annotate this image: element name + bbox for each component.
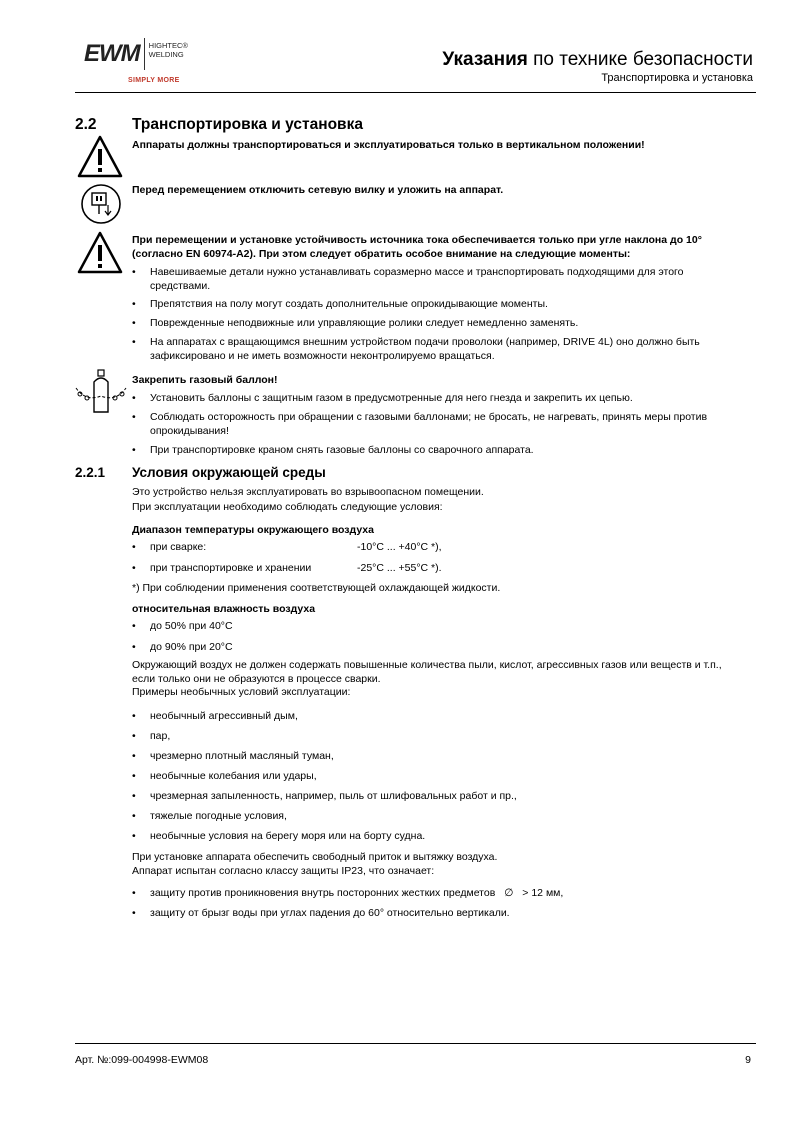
install-line1: При установке аппарата обеспечить свободный приток и вытяжку воздуха.	[132, 851, 498, 863]
air-line1: Окружающий воздух не должен содержать повышенные количества пыли, кислот, агрессивных газов или веществ и т.п.,	[132, 659, 722, 671]
temp-title: Диапазон температуры окружающего воздуха	[132, 524, 374, 536]
list-item: • необычные колебания или удары,	[132, 769, 517, 783]
plug-disconnect-icon	[80, 183, 122, 225]
diameter-icon: ∅	[504, 887, 514, 899]
logo-line2: WELDING	[148, 50, 184, 59]
page-subtitle: Транспортировка и установка	[601, 72, 753, 84]
section-title: Транспортировка и установка	[132, 116, 363, 133]
temp-label: при транспортировке и хранении	[150, 562, 312, 574]
warning-tilt	[132, 233, 702, 261]
list-item: • Соблюдать осторожность при обращении с газовыми баллонами; не бросать, не нагревать, принять меры против опрокидывания!	[132, 410, 742, 438]
page-title	[442, 47, 753, 73]
intro-line2: При эксплуатации необходимо соблюдать следующие условия:	[132, 501, 443, 513]
list-item: • защиту от брызг воды при углах падения до 60° относительно вертикали.	[132, 906, 563, 920]
temp-note: *) При соблюдении применения соответствующей охлаждающей жидкости.	[132, 582, 501, 594]
install-text	[132, 850, 497, 878]
temp-label: при сварке:	[150, 541, 207, 553]
footer-divider	[75, 1043, 756, 1044]
page-number: 9	[745, 1054, 751, 1066]
list-item: • тяжелые погодные условия,	[132, 809, 517, 823]
gas-title: Закрепить газовый баллон!	[132, 374, 278, 386]
list-item: • На аппаратах с вращающимся внешним устройством подачи проволоки (например, DRIVE 4L) оно должно быть зафиксировано и не иметь возможности неконтролируемо вращаться.	[132, 335, 742, 363]
install-line2: Аппарат испытан согласно классу защиты IP23, что означает:	[132, 865, 435, 877]
temp-value: -10°C ... +40°C *),	[357, 541, 442, 553]
list-item: • Установить баллоны с защитным газом в предусмотренные для него гнезда и закрепить их цепью.	[132, 391, 742, 405]
intro-text	[132, 485, 484, 515]
note-unplug: Перед перемещением отключить сетевую вилку и уложить на аппарат.	[132, 184, 504, 196]
gas-cylinder-chain-icon	[72, 368, 130, 416]
humidity-title: относительная влажность воздуха	[132, 603, 316, 615]
list-item: • до 50% при 40°C	[132, 619, 233, 633]
moments-list	[132, 265, 742, 363]
page-title-rest: по технике безопасности	[527, 49, 753, 70]
examples-title: Примеры необычных условий эксплуатации:	[132, 686, 351, 698]
examples-list	[132, 709, 517, 843]
logo-tagline: SIMPLY MORE	[128, 77, 180, 85]
ip-item1-text: защиту против проникновения внутрь посторонних жестких предметов	[150, 887, 496, 899]
page-title-bold: Указания	[442, 49, 528, 70]
warning-vertical: Аппараты должны транспортироваться и эксплуатироваться только в вертикальном положении!	[132, 139, 645, 151]
list-item	[132, 886, 563, 900]
list-item: • пар,	[132, 729, 517, 743]
ip-list	[132, 886, 563, 920]
list-item: • Навешиваемые детали нужно устанавливать соразмерно массе и транспортировать подходящими для этого средствами.	[132, 265, 742, 293]
list-item: • необычные условия на берегу моря или на борту судна.	[132, 829, 517, 843]
logo-main: EWM	[84, 38, 145, 70]
subsection-number: 2.2.1	[75, 465, 106, 480]
logo	[84, 38, 188, 86]
warning-triangle-icon	[77, 134, 123, 180]
list-item: • необычный агрессивный дым,	[132, 709, 517, 723]
ip-item1-size: > 12 мм,	[522, 887, 564, 899]
temp-value: -25°C ... +55°C *).	[357, 562, 442, 574]
air-text	[132, 659, 722, 700]
list-item: • Поврежденные неподвижные или управляющие ролики следует немедленно заменять.	[132, 316, 742, 330]
humidity-list	[132, 619, 233, 654]
logo-line1: HIGHTEC®	[148, 41, 188, 50]
warning-tilt-line2: (согласно EN 60974-A2). При этом следует обратить особое внимание на следующие моменты:	[132, 248, 631, 261]
intro-line1: Это устройство нельзя эксплуатировать во взрывоопасном помещении.	[132, 486, 484, 498]
list-item: • Препятствия на полу могут создать дополнительные опрокидывающие моменты.	[132, 297, 742, 311]
list-item: • чрезмерно плотный масляный туман,	[132, 749, 517, 763]
gas-list	[132, 391, 742, 457]
warning-triangle-icon	[77, 230, 123, 276]
subsection-title: Условия окружающей среды	[132, 465, 326, 480]
article-number: Арт. №:099-004998-EWM08	[75, 1054, 209, 1066]
list-item: • При транспортировке краном снять газовые баллоны со сварочного аппарата.	[132, 443, 742, 457]
warning-tilt-line1: При перемещении и установке устойчивость источника тока обеспечивается только при угле наклона до 10°	[132, 234, 702, 246]
list-item: • чрезмерная запыленность, например, пыль от шлифовальных работ и пр.,	[132, 789, 517, 803]
header-divider	[75, 92, 756, 93]
air-line2: если только они не образуются в процессе сварки.	[132, 672, 381, 685]
section-number: 2.2	[75, 116, 97, 133]
list-item: • до 90% при 20°C	[132, 640, 233, 654]
